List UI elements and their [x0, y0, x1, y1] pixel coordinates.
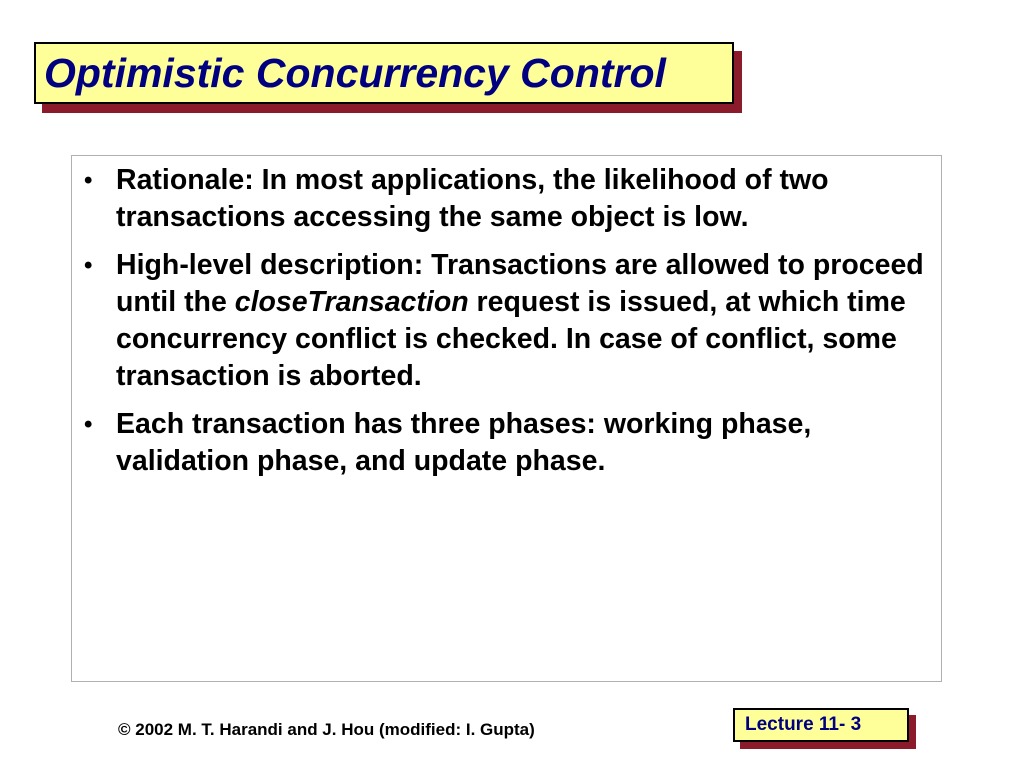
lecture-label-banner [733, 708, 913, 744]
bullet-icon: • [84, 167, 93, 194]
bullet-text-before: High-level description: Transactions are allowed to proceed until the [116, 249, 924, 318]
bullet-emphasis: closeTransaction [234, 286, 469, 318]
slide-title: Optimistic Concurrency Control [44, 50, 666, 96]
bullet-text: Rationale: In most applications, the likelihood of two transactions accessing the same object is low. [116, 164, 829, 233]
bullet-icon: • [84, 411, 93, 438]
bullet-item-rationale [84, 162, 924, 236]
bullet-text-after: request is issued, at which time concurrency conflict is checked. In case of conflict, some transaction is aborted. [116, 286, 906, 392]
bullet-text: Each transaction has three phases: working phase, validation phase, and update phase. [116, 408, 812, 477]
bullet-item-description [84, 247, 924, 395]
content-box [71, 155, 942, 682]
bullet-icon: • [84, 252, 93, 279]
copyright-footer: © 2002 M. T. Harandi and J. Hou (modified: I. Gupta) [118, 720, 535, 739]
title-box [34, 42, 734, 104]
slide-title-banner [34, 42, 734, 104]
lecture-box [733, 708, 909, 742]
bullet-item-phases [84, 406, 924, 480]
bullet-list [84, 162, 924, 491]
lecture-label: Lecture 11- 3 [745, 714, 862, 735]
